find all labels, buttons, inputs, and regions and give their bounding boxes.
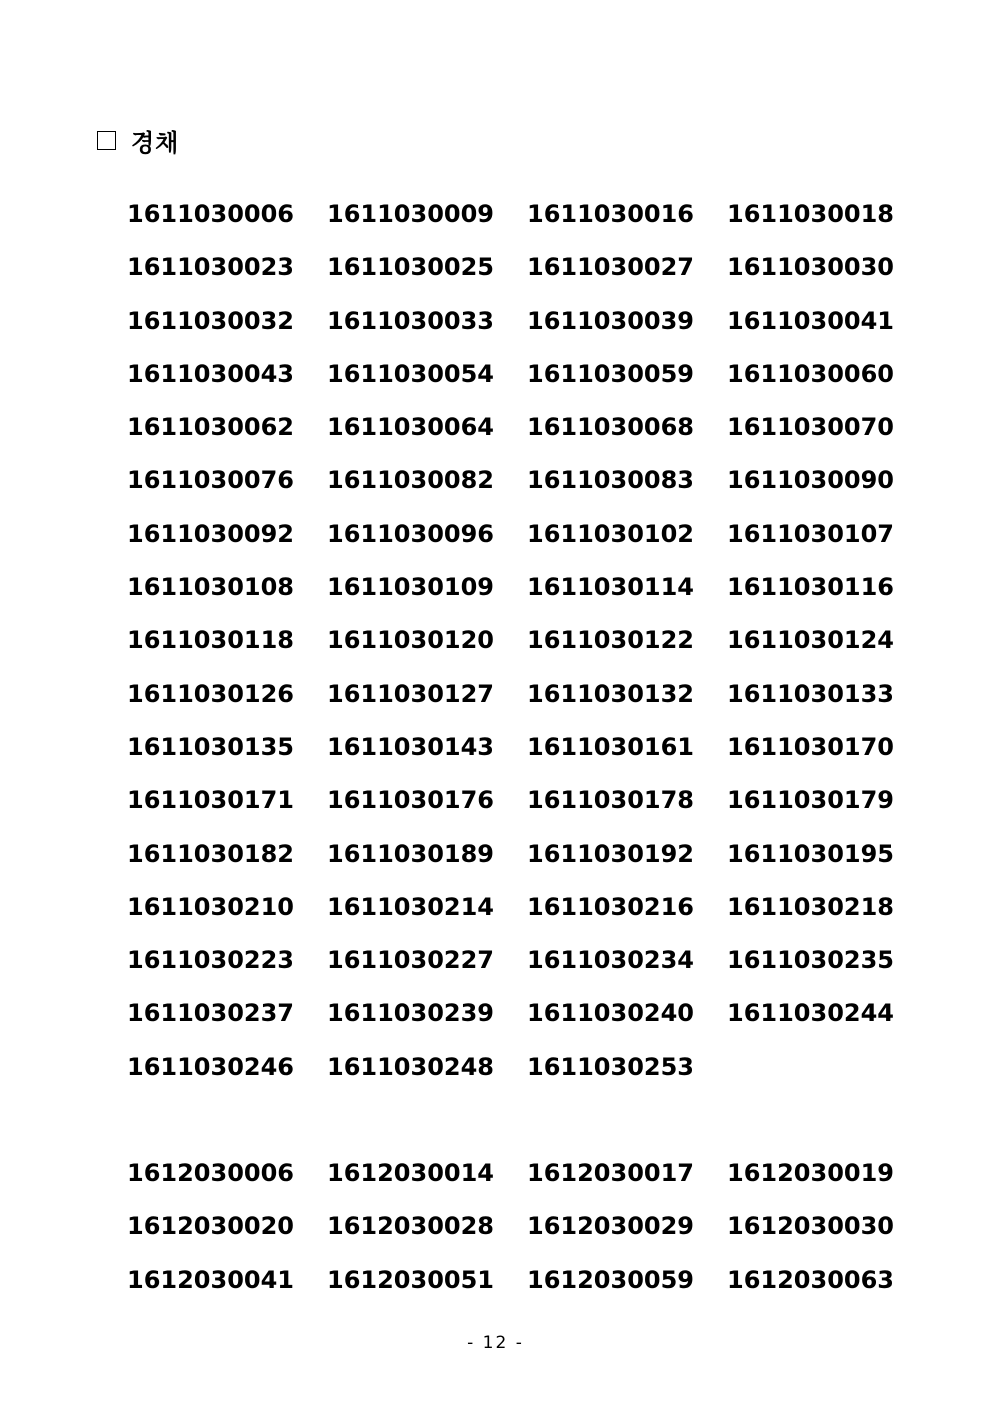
- id-number-cell: 1612030028: [327, 1212, 494, 1241]
- id-number-cell: 1611030223: [127, 946, 294, 975]
- id-number-cell: 1611030070: [727, 413, 894, 442]
- id-number-cell: 1611030253: [527, 1052, 694, 1081]
- id-number-cell: 1612030014: [327, 1159, 494, 1187]
- id-number-cell: 1611030092: [127, 519, 294, 548]
- id-table-group-2: [127, 1153, 894, 1313]
- id-number-cell: 1611030248: [327, 1052, 494, 1081]
- id-number-cell: 1611030039: [527, 306, 694, 335]
- id-table-group-1: [127, 194, 894, 1100]
- id-number-cell: 1611030006: [127, 200, 294, 228]
- id-number-cell: 1611030041: [727, 306, 894, 335]
- id-number-cell: 1611030064: [327, 413, 494, 442]
- id-number-cell: 1611030135: [127, 732, 294, 761]
- id-number-cell: 1612030006: [127, 1159, 294, 1187]
- id-number-cell: 1611030195: [727, 839, 894, 868]
- id-number-cell: 1611030033: [327, 306, 494, 335]
- id-number-cell: 1611030210: [127, 892, 294, 921]
- id-number-cell: 1611030126: [127, 679, 294, 708]
- id-number-cell: 1611030133: [727, 679, 894, 708]
- id-number-cell: 1611030060: [727, 359, 894, 388]
- id-number-cell: 1611030176: [327, 786, 494, 815]
- id-number-cell: 1611030109: [327, 573, 494, 602]
- id-number-cell: 1611030009: [327, 200, 494, 228]
- id-number-cell: 1611030239: [327, 999, 494, 1028]
- id-number-cell: 1611030108: [127, 573, 294, 602]
- id-number-cell: 1612030017: [527, 1159, 694, 1187]
- id-number-cell: 1611030043: [127, 359, 294, 388]
- checkbox-square-icon: [97, 131, 116, 150]
- id-number-cell: 1611030124: [727, 626, 894, 655]
- id-number-cell: 1612030059: [527, 1265, 694, 1294]
- id-number-cell: 1612030063: [727, 1265, 894, 1294]
- id-number-cell: 1611030189: [327, 839, 494, 868]
- id-number-cell: 1611030237: [127, 999, 294, 1028]
- id-number-cell: 1611030114: [527, 573, 694, 602]
- section-title: 경채: [131, 128, 180, 157]
- id-number-cell: 1611030116: [727, 573, 894, 602]
- id-number-cell: 1611030227: [327, 946, 494, 975]
- id-number-cell: 1611030030: [727, 253, 894, 282]
- id-number-cell: 1611030068: [527, 413, 694, 442]
- id-number-cell: 1611030240: [527, 999, 694, 1028]
- id-number-cell: 1612030030: [727, 1212, 894, 1241]
- page-number: - 12 -: [467, 1333, 524, 1353]
- id-number-cell: 1612030029: [527, 1212, 694, 1241]
- id-number-cell: 1611030234: [527, 946, 694, 975]
- id-number-cell: 1611030171: [127, 786, 294, 815]
- id-number-cell: 1611030143: [327, 732, 494, 761]
- id-number-cell: 1611030027: [527, 253, 694, 282]
- id-number-cell: 1611030059: [527, 359, 694, 388]
- id-number-cell: 1611030179: [727, 786, 894, 815]
- id-number-cell: 1611030214: [327, 892, 494, 921]
- id-number-cell: 1612030019: [727, 1159, 894, 1187]
- id-number-cell: 1611030192: [527, 839, 694, 868]
- id-number-cell: 1611030018: [727, 200, 894, 228]
- id-number-cell: 1611030107: [727, 519, 894, 548]
- id-number-cell: 1611030102: [527, 519, 694, 548]
- id-number-cell: 1611030032: [127, 306, 294, 335]
- id-number-cell: 1611030244: [727, 999, 894, 1028]
- id-number-cell: 1611030178: [527, 786, 694, 815]
- id-number-cell: 1611030161: [527, 732, 694, 761]
- id-number-cell: 1612030041: [127, 1265, 294, 1294]
- id-number-cell: 1612030020: [127, 1212, 294, 1241]
- id-number-cell: 1611030016: [527, 200, 694, 228]
- id-number-cell: 1611030062: [127, 413, 294, 442]
- id-number-cell: 1611030170: [727, 732, 894, 761]
- id-number-cell: 1611030083: [527, 466, 694, 495]
- id-number-cell: 1611030120: [327, 626, 494, 655]
- id-number-cell: 1611030118: [127, 626, 294, 655]
- id-number-cell: 1611030076: [127, 466, 294, 495]
- id-number-cell: 1611030090: [727, 466, 894, 495]
- id-number-cell: 1611030218: [727, 892, 894, 921]
- id-number-cell: 1611030246: [127, 1052, 294, 1081]
- id-number-cell: 1611030127: [327, 679, 494, 708]
- id-number-cell: 1611030132: [527, 679, 694, 708]
- id-number-cell: 1611030025: [327, 253, 494, 282]
- id-number-cell: 1611030182: [127, 839, 294, 868]
- id-number-cell: 1611030054: [327, 359, 494, 388]
- id-number-cell: 1611030216: [527, 892, 694, 921]
- id-number-cell: 1611030235: [727, 946, 894, 975]
- section-heading: [97, 122, 179, 158]
- id-number-cell: 1611030096: [327, 519, 494, 548]
- id-number-cell: 1612030051: [327, 1265, 494, 1294]
- id-number-cell: 1611030122: [527, 626, 694, 655]
- id-number-cell: 1611030082: [327, 466, 494, 495]
- id-number-cell: 1611030023: [127, 253, 294, 282]
